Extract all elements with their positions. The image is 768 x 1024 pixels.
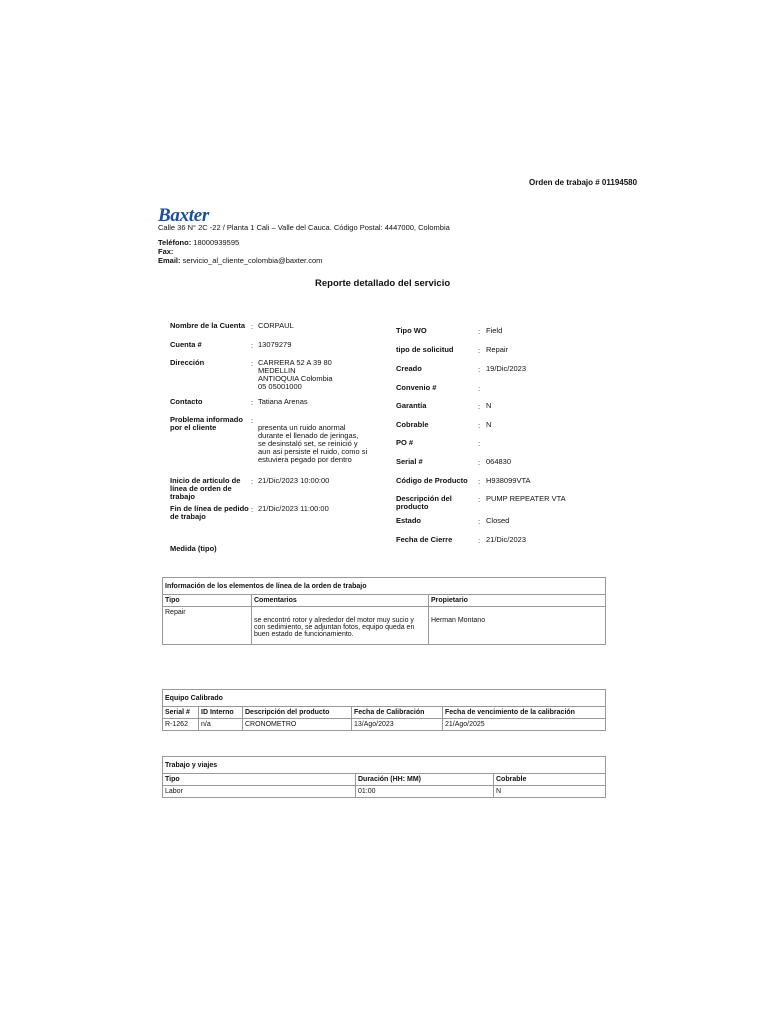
column-header: Propietario — [429, 595, 606, 607]
column-header: Descripción del producto — [243, 707, 352, 719]
fax-label: Fax: — [158, 247, 174, 256]
field-separator: : — [478, 536, 481, 545]
company-address: Calle 36 N° 2C -22 / Planta 1 Cali – Valle del Cauca. Código Postal: 4447000, Colombia — [158, 223, 450, 232]
labor-caption: Trabajo y viajes — [163, 757, 606, 774]
email-value: servicio_al_cliente_colombia@baxter.com — [182, 256, 323, 265]
field-separator: : — [251, 505, 254, 514]
field-label: Cuenta # — [170, 340, 202, 349]
field-separator: : — [478, 365, 481, 374]
table-cell: 13/Ago/2023 — [352, 719, 443, 731]
table-row — [163, 786, 606, 798]
field-separator: : — [251, 341, 254, 350]
wo-type-value: Field — [486, 326, 503, 335]
table-cell: CRONOMETRO — [243, 719, 352, 731]
account-name-value: CORPAUL — [258, 321, 294, 330]
field-label: Cobrable — [396, 420, 429, 429]
column-header: Comentarios — [252, 595, 429, 607]
field-label: Contacto — [170, 397, 203, 406]
field-label: Serial # — [396, 457, 423, 466]
phone-label: Teléfono: — [158, 238, 192, 247]
column-header: Duración (HH: MM) — [356, 774, 494, 786]
table-row — [163, 719, 606, 731]
report-title: Reporte detallado del servicio — [315, 278, 451, 289]
request-type-value: Repair — [486, 345, 509, 354]
field-separator: : — [478, 495, 481, 504]
calibrated-equipment-table — [162, 689, 606, 731]
table-row — [163, 607, 606, 645]
billable-value: N — [486, 420, 492, 429]
serial-value: 064830 — [486, 457, 512, 466]
field-label: Medida (tipo) — [170, 544, 217, 553]
field-label: tipo de solicitud — [396, 345, 454, 354]
phone-row — [158, 238, 322, 247]
field-label: Fecha de Cierre — [396, 535, 453, 544]
field-separator: : — [251, 477, 254, 486]
field-label: Fin de línea de pedido de trabajo — [170, 504, 249, 521]
contact-value: Tatiana Arenas — [258, 397, 308, 406]
field-separator: : — [478, 346, 481, 355]
line-items-caption: Información de los elementos de línea de la orden de trabajo — [163, 578, 606, 595]
field-separator: : — [251, 322, 254, 331]
email-label: Email: — [158, 256, 181, 265]
table-cell: se encontró rotor y alrededor del motor muy sucio y con sedimiento, se adjuntan fotos, equipo queda en buen estado de funcionamiento. — [252, 607, 429, 645]
line-end-value: 21/Dic/2023 11:00:00 — [258, 504, 329, 513]
field-label: Nombre de la Cuenta — [170, 321, 246, 330]
line-items-table — [162, 577, 606, 645]
field-separator: : — [478, 384, 481, 393]
baxter-logo: Baxter — [158, 205, 209, 226]
table-cell: 21/Ago/2025 — [443, 719, 606, 731]
field-separator: : — [478, 402, 481, 411]
product-description-value: PUMP REPEATER VTA — [486, 494, 566, 503]
labor-travel-table — [162, 756, 606, 798]
phone-value: 18000939595 — [193, 238, 240, 247]
field-label: PO # — [396, 438, 414, 447]
product-code-value: H938099VTA — [486, 476, 531, 485]
field-separator: : — [251, 359, 254, 368]
warranty-value: N — [486, 401, 492, 410]
field-separator: : — [478, 421, 481, 430]
created-value: 19/Dic/2023 — [486, 364, 527, 373]
field-label: Garantía — [396, 401, 427, 410]
status-value: Closed — [486, 516, 510, 525]
field-separator: : — [478, 458, 481, 467]
field-label: Estado — [396, 516, 422, 525]
field-label: Descripción del producto — [396, 494, 452, 511]
column-header: Tipo — [163, 595, 252, 607]
field-label: Creado — [396, 364, 422, 373]
field-separator: : — [478, 439, 481, 448]
table-cell: N — [494, 786, 606, 798]
table-cell: R-1262 — [163, 719, 199, 731]
calibrated-caption: Equipo Calibrado — [163, 690, 606, 707]
column-header: Fecha de Calibración — [352, 707, 443, 719]
reported-problem-value: presenta un ruido anormal durante el llenado de jeringas, se desinstaló set, se reinició y aun asi persiste el ruido, como si estuviera pegado por dentro — [258, 423, 368, 464]
field-separator: : — [478, 477, 481, 486]
field-separator: : — [478, 327, 481, 336]
account-number-value: 13079279 — [258, 340, 292, 349]
table-cell: Labor — [163, 786, 356, 798]
work-order-number: Orden de trabajo # 01194580 — [529, 178, 638, 187]
table-cell: Repair — [163, 607, 252, 645]
column-header: ID Interno — [199, 707, 243, 719]
table-cell: n/a — [199, 719, 243, 731]
field-separator: : — [251, 398, 254, 407]
address-value: CARRERA 52 A 39 80 MEDELLIN ANTIOQUIA Colombia 05 05001000 — [258, 358, 333, 391]
table-header-row — [163, 595, 606, 607]
table-header-row — [163, 774, 606, 786]
table-cell: Herman Montano — [429, 607, 606, 645]
email-row — [158, 256, 322, 265]
line-start-value: 21/Dic/2023 10:00:00 — [258, 476, 330, 485]
company-contacts — [158, 238, 322, 265]
field-label: Inicio de artículo de línea de orden de trabajo — [170, 476, 241, 501]
table-cell: 01:00 — [356, 786, 494, 798]
column-header: Tipo — [163, 774, 356, 786]
column-header: Fecha de vencimiento de la calibración — [443, 707, 606, 719]
field-label: Dirección — [170, 358, 205, 367]
field-label: Código de Producto — [396, 476, 468, 485]
fax-row — [158, 247, 322, 256]
field-label: Convenio # — [396, 383, 437, 392]
field-separator: : — [251, 416, 254, 425]
field-separator: : — [478, 517, 481, 526]
column-header: Cobrable — [494, 774, 606, 786]
table-header-row — [163, 707, 606, 719]
field-label: Problema informado por el cliente — [170, 415, 243, 432]
close-date-value: 21/Dic/2023 — [486, 535, 527, 544]
column-header: Serial # — [163, 707, 199, 719]
field-label: Tipo WO — [396, 326, 427, 335]
